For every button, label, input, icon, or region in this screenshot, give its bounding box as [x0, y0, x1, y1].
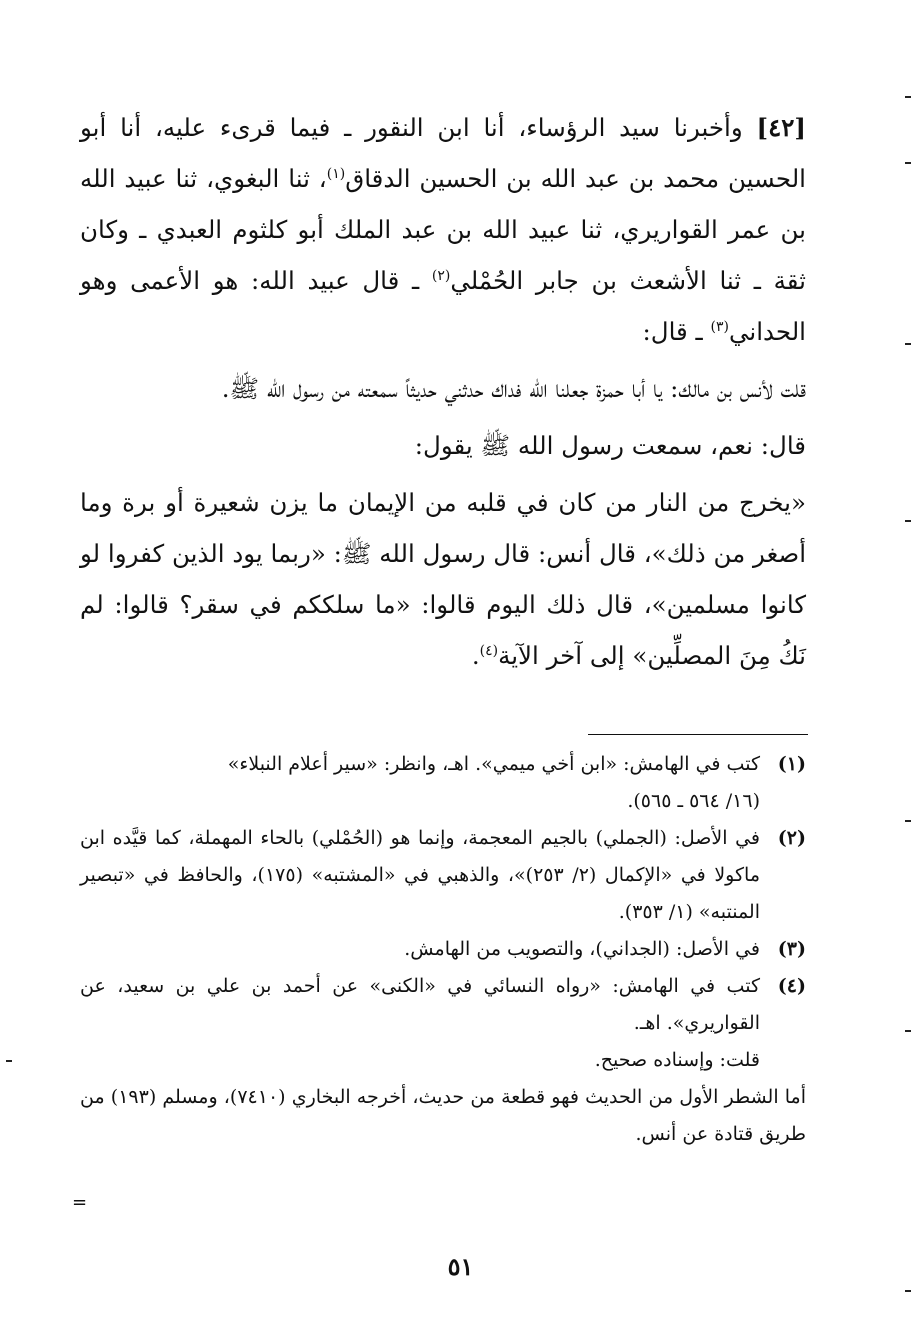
footnote-3 — [80, 931, 806, 968]
footnote-ref[interactable]: (٣) — [710, 318, 729, 335]
footnote-4-tail: أما الشطر الأول من الحديث فهو قطعة من حديث، أخرجه البخاري (٧٤١٠)، ومسلم (١٩٣) من طريق قتادة عن أنس. — [80, 1086, 807, 1145]
footnote-ref[interactable]: (١) — [326, 165, 346, 182]
footnote-separator — [588, 734, 808, 735]
margin-mark — [6, 1060, 12, 1062]
text-run: ـ قال عبيد الله: هو الأعمى وهو الحداني — [80, 266, 806, 346]
continuation-mark: = — [72, 1192, 88, 1213]
footnote-ref[interactable]: (٤) — [479, 642, 499, 659]
footnote-label: (١) — [777, 753, 806, 775]
footnote-ref[interactable]: (٢) — [431, 267, 451, 284]
footnote-2 — [80, 820, 806, 931]
footnote-body — [80, 746, 760, 820]
footnote-label: (٣) — [777, 938, 806, 960]
margin-mark — [905, 1030, 911, 1032]
paragraph-answer: قال: نعم، سمعت رسول الله ﷺ يقول: — [414, 431, 806, 460]
hadith-number: [٤٢] — [756, 113, 806, 142]
footnote-line: كتب في الهامش: «ابن أخي ميمي». اهـ، وانظر: «سير أعلام النبلاء» — [227, 753, 760, 775]
margin-mark — [905, 96, 911, 98]
margin-mark — [905, 343, 911, 345]
footnote-4 — [80, 968, 806, 1042]
footnote-label: (٢) — [777, 827, 806, 849]
footnote-body: في الأصل: (الجداني)، والتصويب من الهامش. — [404, 938, 760, 960]
paragraph-question: قلت لأنس بن مالك: يا أبا حمزة جعلنا الله فداك حدثني حديثاً سمعته من رسول الله ﷺ. — [221, 374, 806, 403]
margin-mark — [905, 162, 911, 164]
text-run: . — [471, 641, 480, 670]
footnote-body: في الأصل: (الجملي) بالجيم المعجمة، وإنما هو (الحُمْلي) بالحاء المهملة، كما قيَّده ابن ماكولا في «الإكمال (٢/ ٢٥٣)»، والذهبي في «المشتبه» (١٧٥)، والحافظ في «تبصير المنتبه» (١/ ٣٥٣). — [80, 827, 761, 923]
footnote-body: كتب في الهامش: «رواه النسائي في «الكنى» عن أحمد بن علي بن سعيد، عن القواريري». اهـ. — [80, 975, 760, 1034]
text-run: وأخبرنا سيد الرؤساء، أنا ابن النقور ـ فيما قرىء عليه، أنا أبو الحسين محمد بن عبد الله بن الحسين الدقاق — [80, 113, 806, 193]
footnote-line: (١٦/ ٥٦٤ ـ ٥٦٥). — [627, 790, 760, 812]
footnote-label: (٤) — [777, 975, 806, 997]
main-text — [80, 102, 806, 681]
footnotes — [80, 746, 806, 1153]
footnote-4-remark: قلت: وإسناده صحيح. — [594, 1049, 760, 1071]
margin-mark — [905, 820, 911, 822]
paragraph-hadith — [80, 477, 806, 681]
footnote-1 — [80, 746, 806, 820]
paragraph-isnad — [80, 102, 806, 357]
text-run: «يخرج من النار من كان في قلبه من الإيمان ما يزن شعيرة أو برة وما أصغر من ذلك»، قال أنس: قال رسول الله ﷺ: «ربما يود الذين كفروا لو كانوا مسلمين»، قال ذلك اليوم قالوا: «ما سلككم في سقر؟ قالوا: لم نَكُ مِنَ المصلِّين» إلى آخر الآية — [80, 488, 806, 670]
text-run: ـ قال: — [642, 317, 711, 346]
margin-mark — [905, 1290, 911, 1292]
page-number: ٥١ — [447, 1252, 474, 1281]
text-run: ، ثنا البغوي، ثنا عبيد الله بن عمر القواريري، ثنا عبيد الله بن عبد الملك أبو كلثوم العبدي ـ وكان ثقة ـ ثنا الأشعث بن جابر الحُمْلي — [80, 164, 806, 295]
margin-mark — [905, 520, 911, 522]
